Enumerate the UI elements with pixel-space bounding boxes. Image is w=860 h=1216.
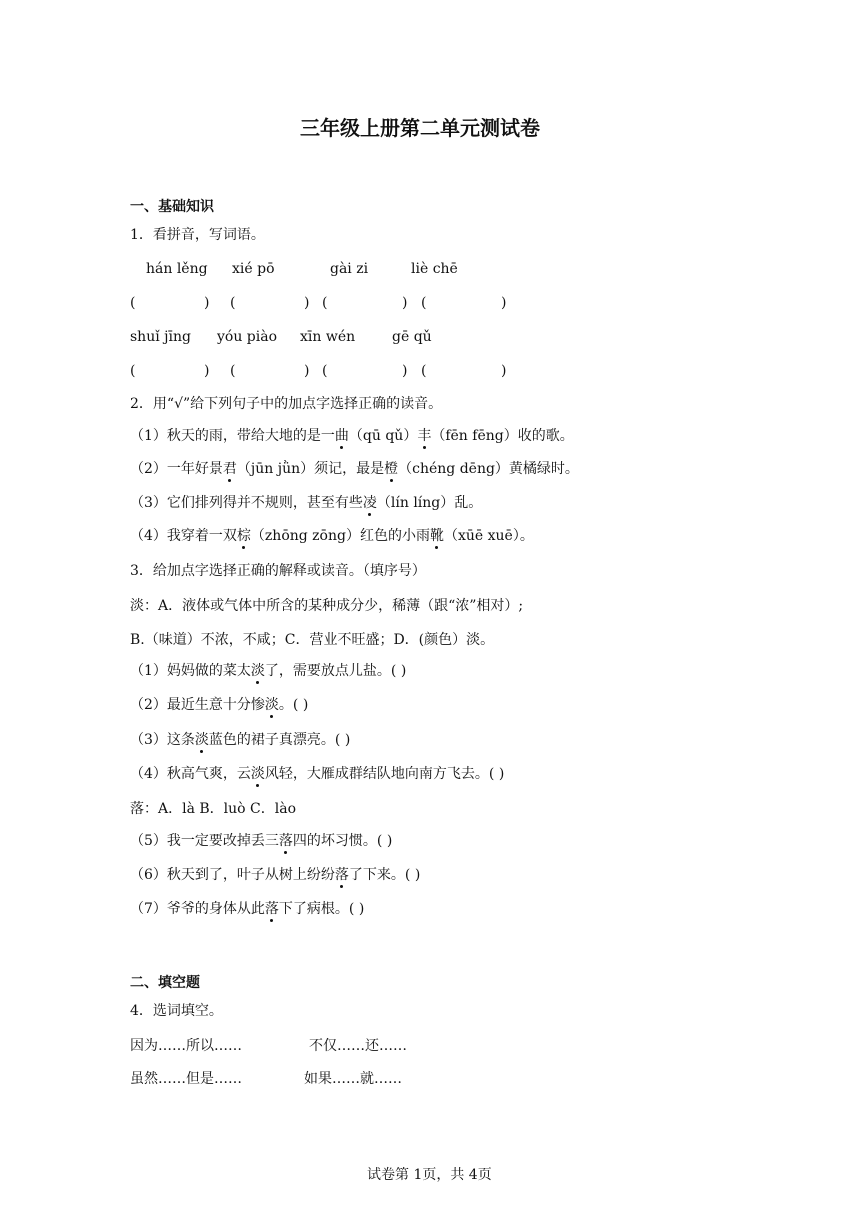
dotted-char: 靴 (429, 528, 444, 544)
dotted-char: 落 (264, 901, 279, 917)
q2-s1-options-a[interactable]: （qū qǔ） (348, 428, 418, 444)
pinyin-xiepo: xié pō (232, 261, 275, 277)
dotted-char: 棕 (236, 528, 251, 544)
q3-i1-text: （1）妈妈做的菜太 (130, 663, 251, 679)
word-option-2: 不仅……还…… (309, 1038, 407, 1054)
q2-sentence-2 (130, 460, 579, 478)
q3-item-4 (130, 765, 504, 783)
dotted-char: 淡 (250, 663, 265, 679)
q2-s2-options-b[interactable]: （chéng dēng）黄橘绿时。 (398, 461, 579, 477)
q3-item-3 (130, 731, 350, 749)
blank-close: ) (304, 363, 310, 379)
dan-definition-1: 淡：A．液体或气体中所含的某种成分少，稀薄（跟“浓”相对）; (130, 598, 524, 614)
q3-i6-text: （6）秋天到了，叶子从树上纷纷 (130, 867, 335, 883)
pinyin-shuijing: shuǐ jīng (130, 329, 191, 345)
dotted-char: 君 (222, 461, 237, 477)
q3-i1-answer[interactable]: 了，需要放点儿盐。( ) (264, 663, 407, 679)
q3-i4-text: （4）秋高气爽，云 (130, 766, 251, 782)
q2-s2-text-a: （2）一年好景 (130, 461, 223, 477)
pinyin-xinwen: xīn wén (300, 329, 356, 345)
q2-sentence-4 (130, 527, 534, 545)
blank-close: ) (501, 295, 507, 311)
dotted-char: 曲 (334, 428, 349, 444)
q3-i7-text: （7）爷爷的身体从此 (130, 901, 265, 917)
blank-open: ( (421, 363, 427, 379)
q3-i3-answer[interactable]: 蓝色的裙子真漂亮。( ) (208, 732, 351, 748)
pinyin-lieche: liè chē (411, 261, 458, 277)
q2-s4-options-a[interactable]: （zhōng zōng）红色的小雨 (250, 528, 430, 544)
q2-s3-text-a: （3）它们排列得并不规则，甚至有些 (130, 495, 363, 511)
q3-i7-answer[interactable]: 下了病根。( ) (278, 901, 365, 917)
q2-sentence-1 (130, 427, 574, 445)
pinyin-youpiao: yóu piào (217, 329, 278, 345)
dotted-char: 淡 (264, 697, 279, 713)
dotted-char: 落 (278, 833, 293, 849)
q2-s4-options-b[interactable]: （xūē xuē）。 (443, 528, 534, 544)
blank-close: ) (204, 363, 210, 379)
dan-definition-2: B.（味道）不浓，不咸；C．营业不旺盛；D．(颜色）淡。 (130, 632, 495, 648)
pinyin-hanleng: hán lěng (146, 261, 208, 277)
blank-open: ( (130, 295, 136, 311)
blank-open: ( (421, 295, 427, 311)
blank-open: ( (322, 295, 328, 311)
q2-s2-options-a[interactable]: （jūn jǜn）须记，最是 (236, 461, 385, 477)
dotted-char: 淡 (250, 766, 265, 782)
q3-item-5 (130, 832, 392, 850)
dotted-char: 丰 (417, 428, 432, 444)
blank-close: ) (501, 363, 507, 379)
q2-s1-options-b[interactable]: （fēn fēng）收的歌。 (431, 428, 574, 444)
word-option-4: 如果……就…… (304, 1071, 402, 1087)
q3-i3-text: （3）这条 (130, 732, 195, 748)
blank-close: ) (304, 295, 310, 311)
dotted-char: 落 (334, 867, 349, 883)
q3-i5-answer[interactable]: 四的坏习惯。( ) (292, 833, 393, 849)
question-1-prompt: 1．看拼音，写词语。 (130, 227, 265, 243)
blank-close: ) (204, 295, 210, 311)
q3-item-1 (130, 662, 406, 680)
q3-item-2 (130, 696, 308, 714)
dotted-char: 凌 (362, 495, 377, 511)
question-2-prompt: 2．用“√”给下列句子中的加点字选择正确的读音。 (130, 396, 443, 412)
pinyin-gequ: gē qǔ (392, 329, 432, 345)
q3-i6-answer[interactable]: 了下来。( ) (348, 867, 421, 883)
q3-i5-text: （5）我一定要改掉丢三 (130, 833, 279, 849)
pinyin-gaizi: gài zi (330, 261, 369, 277)
question-4-prompt: 4．选词填空。 (130, 1003, 223, 1019)
dotted-char: 淡 (194, 732, 209, 748)
word-option-3: 虽然……但是…… (130, 1071, 242, 1087)
q3-i4-answer[interactable]: 风轻，大雁成群结队地向南方飞去。( ) (264, 766, 505, 782)
blank-close: ) (402, 295, 408, 311)
q2-sentence-3 (130, 494, 482, 512)
q3-i2-text: （2）最近生意十分惨 (130, 697, 265, 713)
dotted-char: 橙 (384, 461, 399, 477)
q3-item-7 (130, 900, 364, 918)
blank-open: ( (230, 295, 236, 311)
question-3-prompt: 3．给加点字选择正确的解释或读音。（填序号） (130, 563, 426, 579)
q2-s3-options[interactable]: （lín líng）乱。 (376, 495, 483, 511)
blank-open: ( (322, 363, 328, 379)
luo-definition: 落：A．là B．luò C．lào (130, 801, 297, 817)
section-heading-fill-in: 二、填空题 (130, 975, 200, 991)
q2-s1-text-a: （1）秋天的雨，带给大地的是一 (130, 428, 335, 444)
q2-s4-text-a: （4）我穿着一双 (130, 528, 237, 544)
blank-open: ( (130, 363, 136, 379)
blank-open: ( (230, 363, 236, 379)
page-title: 三年级上册第二单元测试卷 (300, 116, 540, 140)
blank-close: ) (402, 363, 408, 379)
q3-i2-answer[interactable]: 。( ) (278, 697, 309, 713)
page-footer: 试卷第 1页，共 4页 (367, 1167, 492, 1183)
q3-item-6 (130, 866, 420, 884)
word-option-1: 因为……所以…… (130, 1038, 242, 1054)
section-heading-basics: 一、基础知识 (130, 199, 214, 215)
